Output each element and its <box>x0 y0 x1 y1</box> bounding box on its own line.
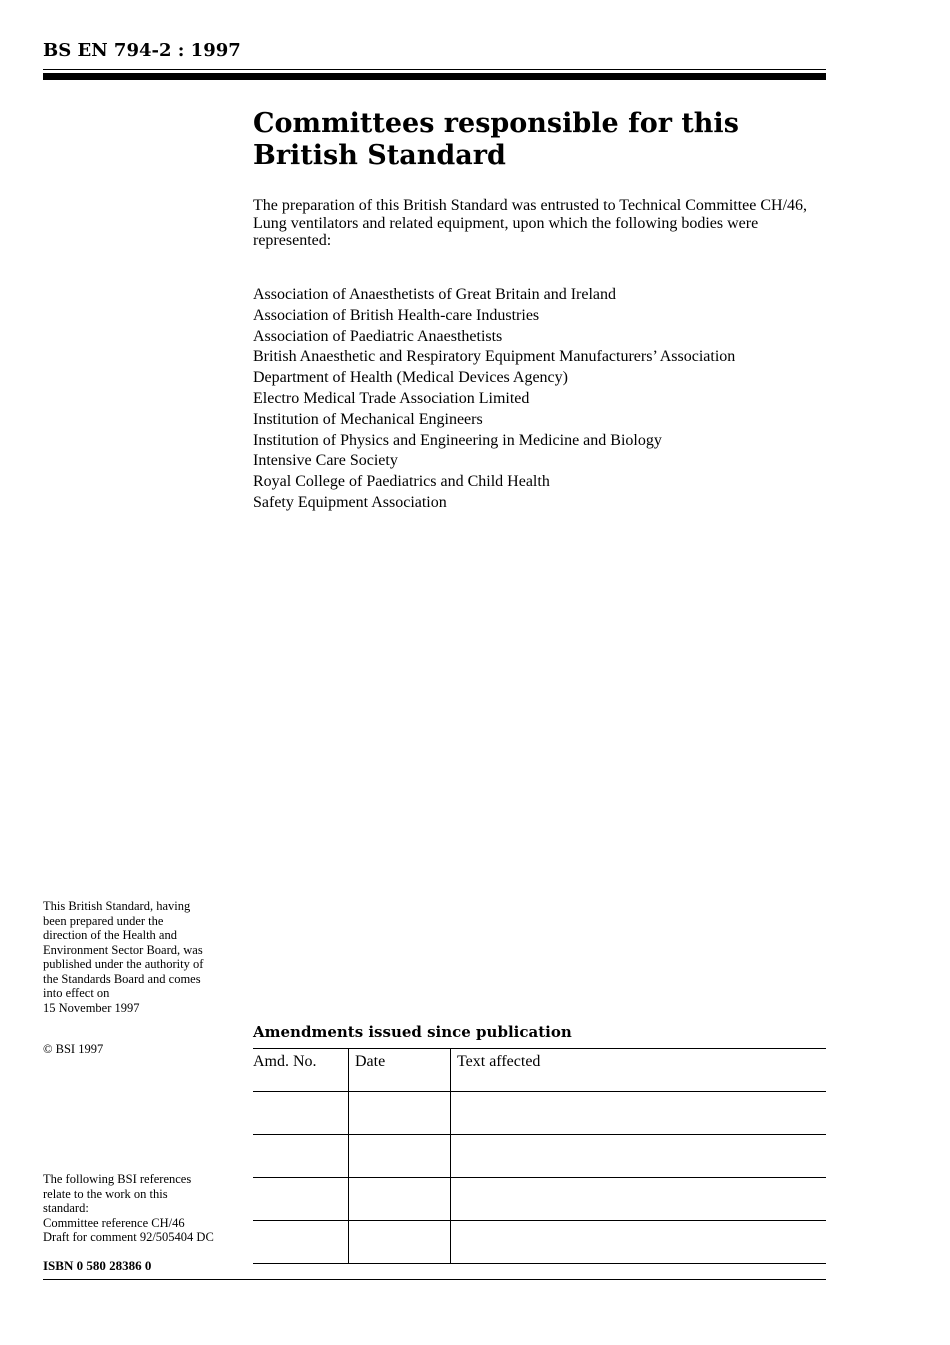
publication-note <box>43 899 238 1015</box>
table-cell <box>349 1092 451 1135</box>
list-item: Institution of Physics and Engineering in Medicine and Biology <box>253 431 662 449</box>
amendments-table <box>253 1048 826 1264</box>
footer-rule <box>43 1279 826 1280</box>
intro-paragraph: The preparation of this British Standard was entrusted to Technical Committee CH/46, Lung ventilators and related equipment, upon which the following bodies were represented: <box>253 197 808 249</box>
list-item: Intensive Care Society <box>253 452 398 470</box>
table-cell <box>253 1221 349 1264</box>
list-item: Association of Paediatric Anaesthetists <box>253 327 503 345</box>
table-cell <box>451 1221 827 1264</box>
list-item: Department of Health (Medical Devices Agency) <box>253 369 568 387</box>
publication-note-line: 15 November 1997 <box>43 1000 140 1015</box>
column-header-text-affected: Text affected <box>451 1049 827 1092</box>
table-cell <box>451 1135 827 1178</box>
table-row <box>253 1178 826 1221</box>
page-title-line2: British Standard <box>253 140 506 171</box>
table-cell <box>349 1178 451 1221</box>
table-cell <box>349 1135 451 1178</box>
table-row <box>253 1221 826 1264</box>
list-item: Association of British Health-care Industries <box>253 306 540 324</box>
table-row <box>253 1092 826 1135</box>
reference-line: standard: <box>43 1201 89 1215</box>
table-cell <box>451 1092 827 1135</box>
table-header-row <box>253 1049 826 1092</box>
publication-note-line: published under the authority of <box>43 957 204 971</box>
column-header-amd-no: Amd. No. <box>253 1049 349 1092</box>
page-title <box>253 108 813 172</box>
reference-line: relate to the work on this <box>43 1186 168 1201</box>
represented-bodies-list <box>253 285 735 514</box>
table-cell <box>253 1178 349 1221</box>
header-thin-rule <box>43 69 826 70</box>
reference-line: Committee reference CH/46 <box>43 1215 185 1230</box>
list-item: Royal College of Paediatrics and Child Health <box>253 473 550 491</box>
table-cell <box>349 1221 451 1264</box>
bsi-references <box>43 1172 238 1245</box>
table-cell <box>451 1178 827 1221</box>
column-header-date: Date <box>349 1049 451 1092</box>
list-item: Electro Medical Trade Association Limited <box>253 389 530 407</box>
reference-line: The following BSI references <box>43 1172 192 1186</box>
publication-note-line: into effect on <box>43 986 110 1000</box>
list-item: British Anaesthetic and Respiratory Equipment Manufacturers’ Association <box>253 348 736 366</box>
table-cell <box>253 1092 349 1135</box>
publication-note-line: This British Standard, having <box>43 899 191 913</box>
publication-note-line: been prepared under the <box>43 913 164 928</box>
table-cell <box>253 1135 349 1178</box>
publication-note-line: direction of the Health and <box>43 928 177 942</box>
copyright-notice: © BSI 1997 <box>43 1042 104 1056</box>
publication-note-line: Environment Sector Board, was <box>43 942 203 957</box>
list-item: Institution of Mechanical Engineers <box>253 410 483 428</box>
header-thick-rule <box>43 73 826 80</box>
list-item: Association of Anaesthetists of Great Britain and Ireland <box>253 286 617 303</box>
page-title-line1: Committees responsible for this <box>253 108 739 139</box>
standard-number: BS EN 794-2 : 1997 <box>43 40 241 61</box>
table-row <box>253 1135 826 1178</box>
isbn-number: ISBN 0 580 28386 0 <box>43 1258 152 1273</box>
reference-line: Draft for comment 92/505404 DC <box>43 1230 214 1244</box>
amendments-title: Amendments issued since publication <box>253 1023 572 1041</box>
list-item: Safety Equipment Association <box>253 493 447 511</box>
publication-note-line: the Standards Board and comes <box>43 971 201 986</box>
